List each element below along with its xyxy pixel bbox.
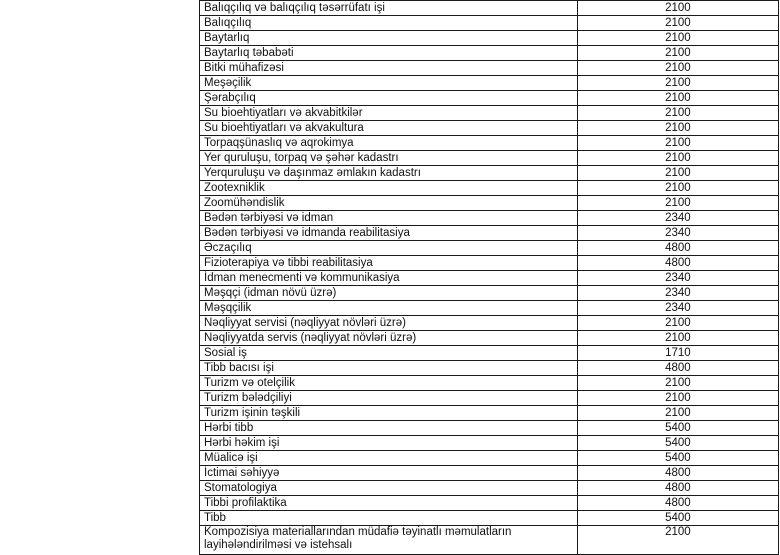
specialty-name: Stomatologiya — [200, 481, 578, 496]
specialty-name: Meşəçilik — [200, 76, 578, 91]
table-row — [200, 376, 779, 391]
table-row — [200, 406, 779, 421]
fee-table — [199, 0, 779, 555]
fee-value: 2100 — [577, 1, 778, 16]
table-row — [200, 76, 779, 91]
table-row — [200, 46, 779, 61]
specialty-name: Turizm bələdçiliyi — [200, 391, 578, 406]
specialty-name: Baytarlıq — [200, 31, 578, 46]
specialty-name: Zootexniklik — [200, 181, 578, 196]
table-row — [200, 301, 779, 316]
specialty-name: Hərbi tibb — [200, 421, 578, 436]
table-row — [200, 196, 779, 211]
fee-value: 2100 — [577, 316, 778, 331]
table-row — [200, 526, 779, 555]
table-row — [200, 361, 779, 376]
table-row — [200, 391, 779, 406]
fee-value: 2100 — [577, 61, 778, 76]
fee-value: 2100 — [577, 406, 778, 421]
table-row — [200, 61, 779, 76]
specialty-name: Bədən tərbiyəsi və idmanda reabilitasiya — [200, 226, 578, 241]
table-row — [200, 511, 779, 526]
specialty-name: Məşqçi (idman növü üzrə) — [200, 286, 578, 301]
table-row — [200, 421, 779, 436]
specialty-name: Baytarlıq təbabəti — [200, 46, 578, 61]
specialty-name: Tibbi profilaktika — [200, 496, 578, 511]
specialty-name: Yer quruluşu, torpaq və şəhər kadastrı — [200, 151, 578, 166]
fee-value: 4800 — [577, 496, 778, 511]
fee-value: 2100 — [577, 166, 778, 181]
fee-value: 5400 — [577, 436, 778, 451]
specialty-name: Turizm və otelçilik — [200, 376, 578, 391]
table-row — [200, 346, 779, 361]
fee-value: 4800 — [577, 481, 778, 496]
fee-value: 2100 — [577, 46, 778, 61]
specialty-name: Su bioehtiyatları və akvakultura — [200, 121, 578, 136]
fee-value: 2340 — [577, 286, 778, 301]
fee-value: 5400 — [577, 451, 778, 466]
table-row — [200, 211, 779, 226]
specialty-name: Zoomühəndislik — [200, 196, 578, 211]
specialty-name: Məşqçilik — [200, 301, 578, 316]
fee-value: 2100 — [577, 526, 778, 555]
fee-value: 2340 — [577, 211, 778, 226]
table-row — [200, 1, 779, 16]
table-row — [200, 451, 779, 466]
fee-value: 1710 — [577, 346, 778, 361]
fee-value: 5400 — [577, 421, 778, 436]
fee-value: 2100 — [577, 121, 778, 136]
table-row — [200, 181, 779, 196]
specialty-name: Tibb bacısı işi — [200, 361, 578, 376]
fee-value: 2100 — [577, 331, 778, 346]
specialty-name: İdman menecmenti və kommunikasiya — [200, 271, 578, 286]
specialty-name: Turizm işinin təşkili — [200, 406, 578, 421]
specialty-name: Fizioterapiya və tibbi reabilitasiya — [200, 256, 578, 271]
fee-value: 4800 — [577, 256, 778, 271]
table-row — [200, 256, 779, 271]
table-row — [200, 151, 779, 166]
table-row — [200, 91, 779, 106]
table-row — [200, 496, 779, 511]
fee-value: 2100 — [577, 151, 778, 166]
specialty-name: Nəqliyyat servisi (nəqliyyat növləri üzrə) — [200, 316, 578, 331]
table-row — [200, 121, 779, 136]
specialty-name: Müalicə işi — [200, 451, 578, 466]
specialty-name: İctimai səhiyyə — [200, 466, 578, 481]
fee-table-body — [200, 1, 779, 555]
fee-value: 2100 — [577, 391, 778, 406]
table-row — [200, 106, 779, 121]
table-row — [200, 241, 779, 256]
specialty-name: Su bioehtiyatları və akvabitkilər — [200, 106, 578, 121]
fee-value: 2340 — [577, 301, 778, 316]
table-row — [200, 286, 779, 301]
fee-value: 2100 — [577, 136, 778, 151]
table-row — [200, 271, 779, 286]
table-row — [200, 466, 779, 481]
fee-value: 2100 — [577, 376, 778, 391]
fee-value: 2100 — [577, 76, 778, 91]
fee-value: 2100 — [577, 31, 778, 46]
specialty-name: Balıqçılıq — [200, 16, 578, 31]
fee-value: 2100 — [577, 16, 778, 31]
table-row — [200, 331, 779, 346]
specialty-name: Bitki mühafizəsi — [200, 61, 578, 76]
fee-value: 4800 — [577, 361, 778, 376]
fee-value: 4800 — [577, 241, 778, 256]
specialty-name: Nəqliyyatda servis (nəqliyyat növləri üzrə) — [200, 331, 578, 346]
table-row — [200, 166, 779, 181]
fee-value: 4800 — [577, 466, 778, 481]
specialty-name: Balıqçılıq və balıqçılıq təsərrüfatı işi — [200, 1, 578, 16]
table-row — [200, 136, 779, 151]
table-row — [200, 226, 779, 241]
fee-value: 5400 — [577, 511, 778, 526]
fee-value: 2100 — [577, 181, 778, 196]
specialty-name: Əczaçılıq — [200, 241, 578, 256]
table-row — [200, 316, 779, 331]
specialty-name: Sosial iş — [200, 346, 578, 361]
specialty-name: Hərbi həkim işi — [200, 436, 578, 451]
table-row — [200, 436, 779, 451]
fee-value: 2100 — [577, 196, 778, 211]
table-row — [200, 481, 779, 496]
specialty-name: Şərabçılıq — [200, 91, 578, 106]
fee-value: 2340 — [577, 271, 778, 286]
fee-value: 2100 — [577, 91, 778, 106]
specialty-name: Tibb — [200, 511, 578, 526]
fee-value: 2340 — [577, 226, 778, 241]
table-row — [200, 31, 779, 46]
table-row — [200, 16, 779, 31]
specialty-name: Kompozisiya materiallarından müdafiə təyinatlı məmulatların layihələndirilməsi və istehsalı — [200, 526, 578, 555]
specialty-name: Bədən tərbiyəsi və idman — [200, 211, 578, 226]
specialty-name: Yerquruluşu və daşınmaz əmlakın kadastrı — [200, 166, 578, 181]
fee-value: 2100 — [577, 106, 778, 121]
specialty-name: Torpaqşünaslıq və aqrokimya — [200, 136, 578, 151]
